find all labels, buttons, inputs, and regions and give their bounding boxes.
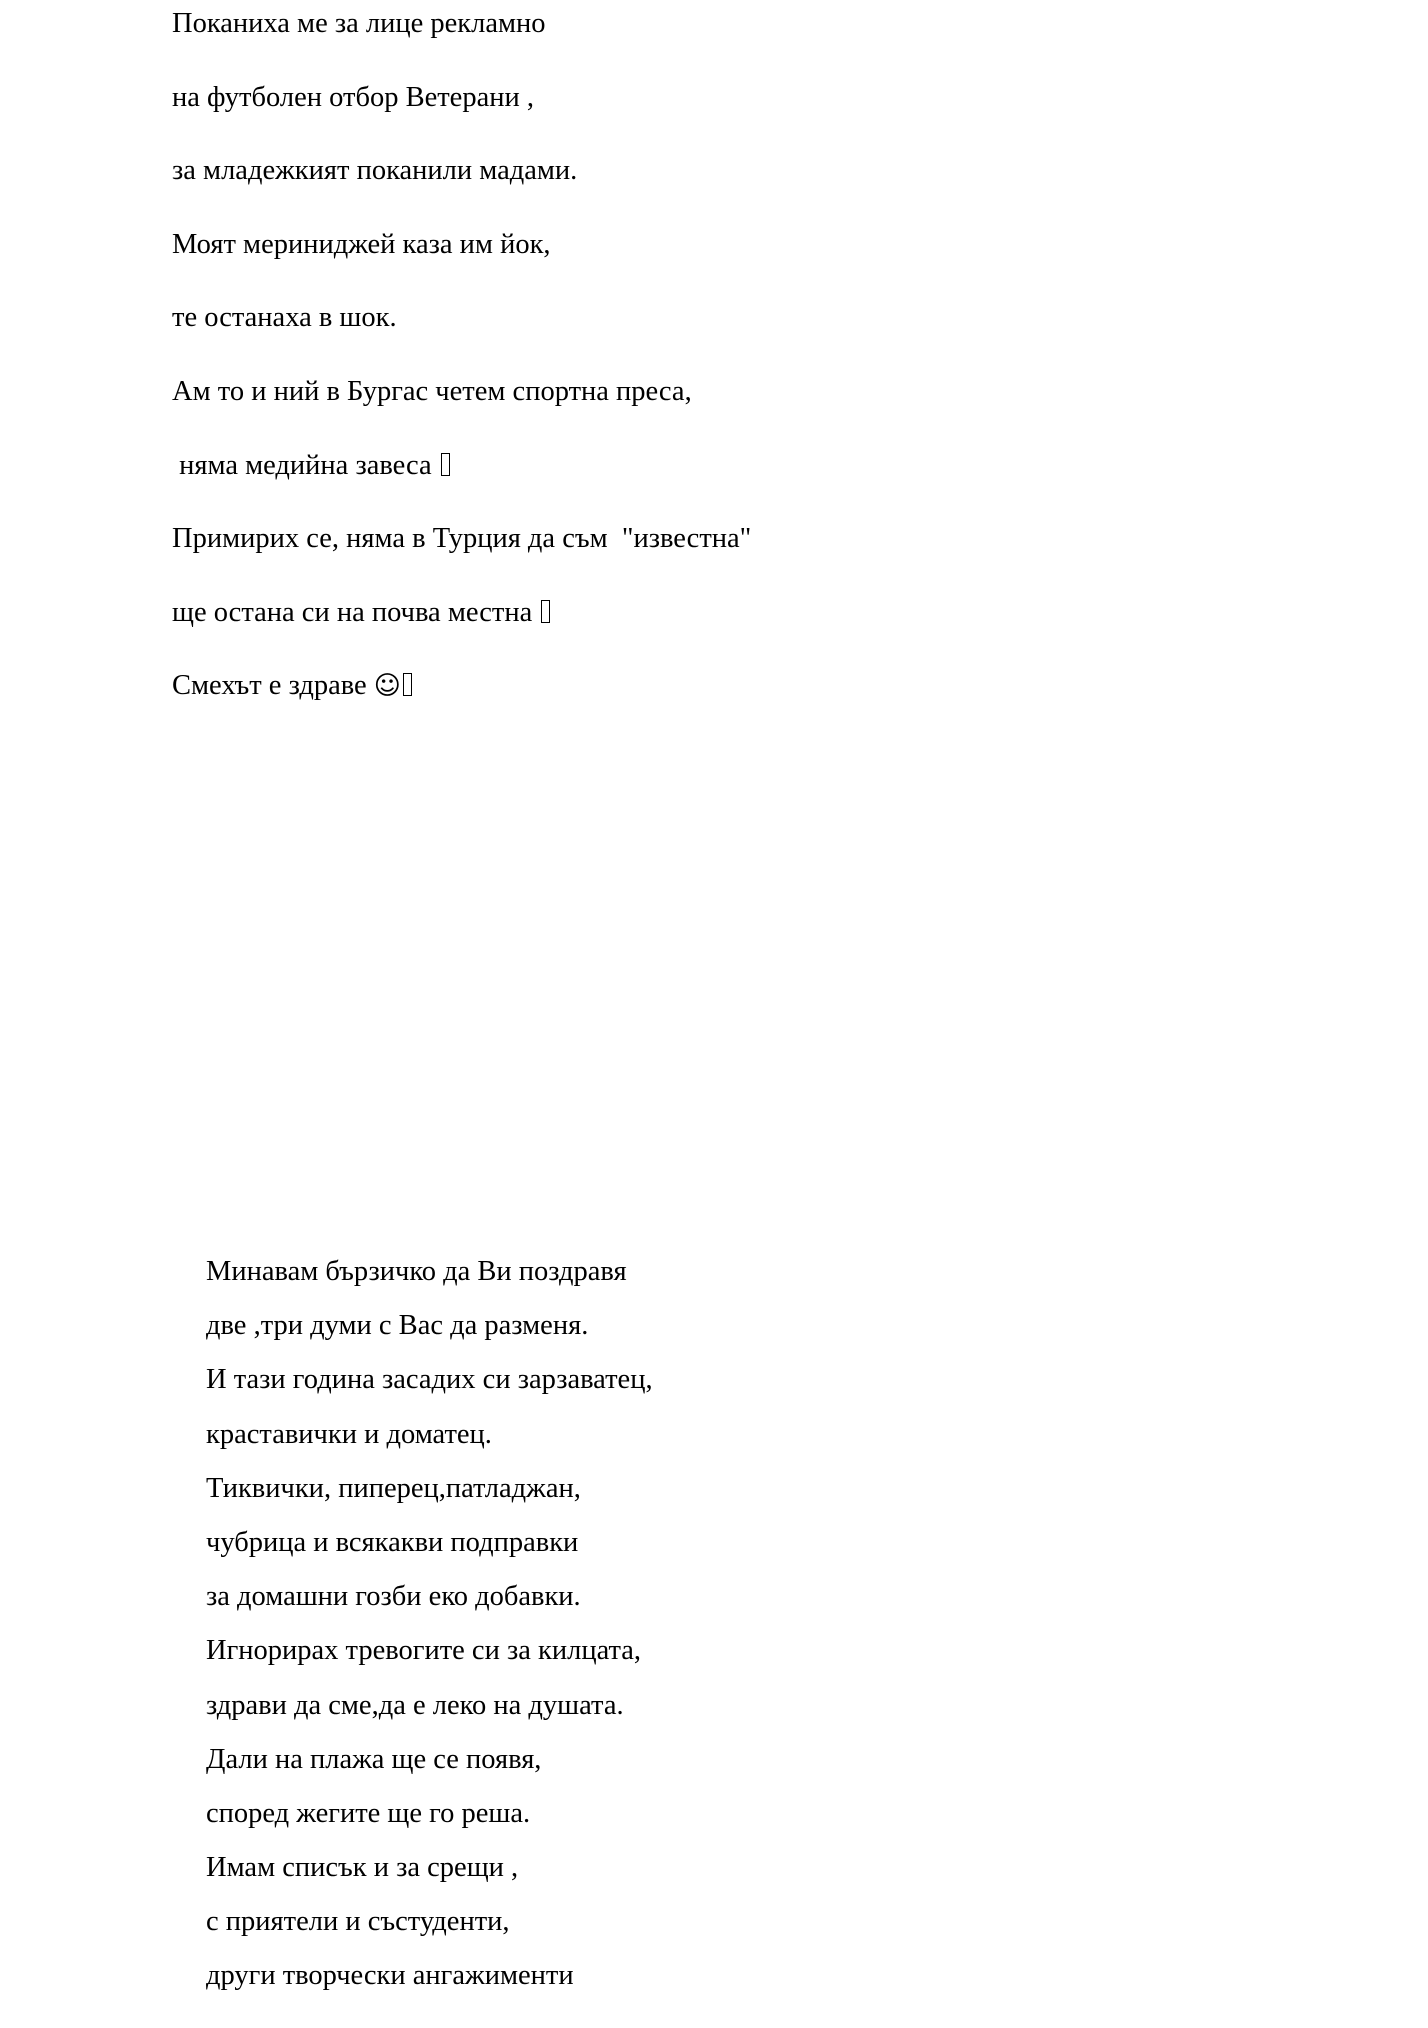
- poem-line-text: Примирих се, няма в Турция да съм "известна": [172, 523, 752, 555]
- smiley-icon: ☺: [373, 671, 401, 702]
- poem-line: [206, 1362, 653, 1416]
- poem-line: [172, 6, 751, 80]
- poem-line-text: няма медийна завеса: [172, 449, 439, 481]
- poem-line-text: за младежкият поканили мадами.: [172, 155, 578, 187]
- poem-line: [172, 595, 751, 669]
- poem-line-text: Поканиха ме за лице рекламно: [172, 8, 546, 39]
- poem-line: [206, 1688, 653, 1742]
- poem-line-text: ще остана си на почва местна: [172, 596, 540, 628]
- poem-line: [172, 448, 751, 522]
- poem-line: [206, 1958, 653, 2012]
- missing-glyph-box-icon: [441, 453, 450, 476]
- poem-line-text: Игнорирах тревогите си за килцата,: [206, 1635, 642, 1667]
- poem-line-text: с приятели и състуденти,: [206, 1906, 510, 1938]
- poem-line: [172, 521, 751, 595]
- poem-line-text: здрави да сме,да е леко на душата.: [206, 1689, 624, 1721]
- poem-line-text: Тиквички, пиперец,патладжан,: [206, 1472, 581, 1504]
- poem-line: [206, 1633, 653, 1687]
- poem-line: [172, 668, 751, 742]
- poem-first: [172, 6, 751, 742]
- poem-line: [206, 1579, 653, 1633]
- poem-line: [206, 1850, 653, 1904]
- poem-line-text: Дали на плажа ще се появя,: [206, 1743, 542, 1775]
- poem-line-text: Минавам бързичко да Ви поздравя: [206, 1256, 627, 1287]
- poem-line-text: Смехът е здраве: [172, 670, 374, 702]
- poem-line: [172, 227, 751, 301]
- poem-line-text: две ,три думи с Вас да разменя.: [206, 1310, 589, 1342]
- poem-line: [172, 374, 751, 448]
- missing-glyph-box-icon: [403, 673, 412, 696]
- poem-line: [206, 1308, 653, 1362]
- poem-line-text: Ам то и ний в Бургас четем спортна преса,: [172, 375, 692, 407]
- poem-line-text: на футболен отбор Ветерани ,: [172, 81, 534, 113]
- poem-line: [172, 153, 751, 227]
- poem-line: [206, 1796, 653, 1850]
- poem-line: [172, 300, 751, 374]
- poem-line: [206, 1742, 653, 1796]
- poem-line-text: те останаха в шок.: [172, 302, 397, 334]
- missing-glyph-box-icon: [541, 600, 550, 623]
- poem-line: [206, 1904, 653, 1958]
- poem-line-text: Моят мериниджей каза им йок,: [172, 228, 551, 260]
- poem-line: [206, 1417, 653, 1471]
- poem-line: [206, 1525, 653, 1579]
- poem-line-text: И тази година засадих си зарзаватец,: [206, 1364, 653, 1396]
- poem-second: [206, 1254, 653, 2013]
- poem-line-text: краставички и доматец.: [206, 1418, 492, 1450]
- poem-line: [206, 1254, 653, 1308]
- poem-line-text: други творчески ангажименти: [206, 1960, 574, 1992]
- poem-line-text: за домашни гозби еко добавки.: [206, 1581, 581, 1613]
- poem-line-text: Имам списък и за срещи ,: [206, 1852, 519, 1884]
- poem-line-text: според жегите ще го реша.: [206, 1797, 531, 1829]
- poem-line: [172, 80, 751, 154]
- poem-line-text: чубрица и всякакви подправки: [206, 1526, 579, 1558]
- poem-line: [206, 1471, 653, 1525]
